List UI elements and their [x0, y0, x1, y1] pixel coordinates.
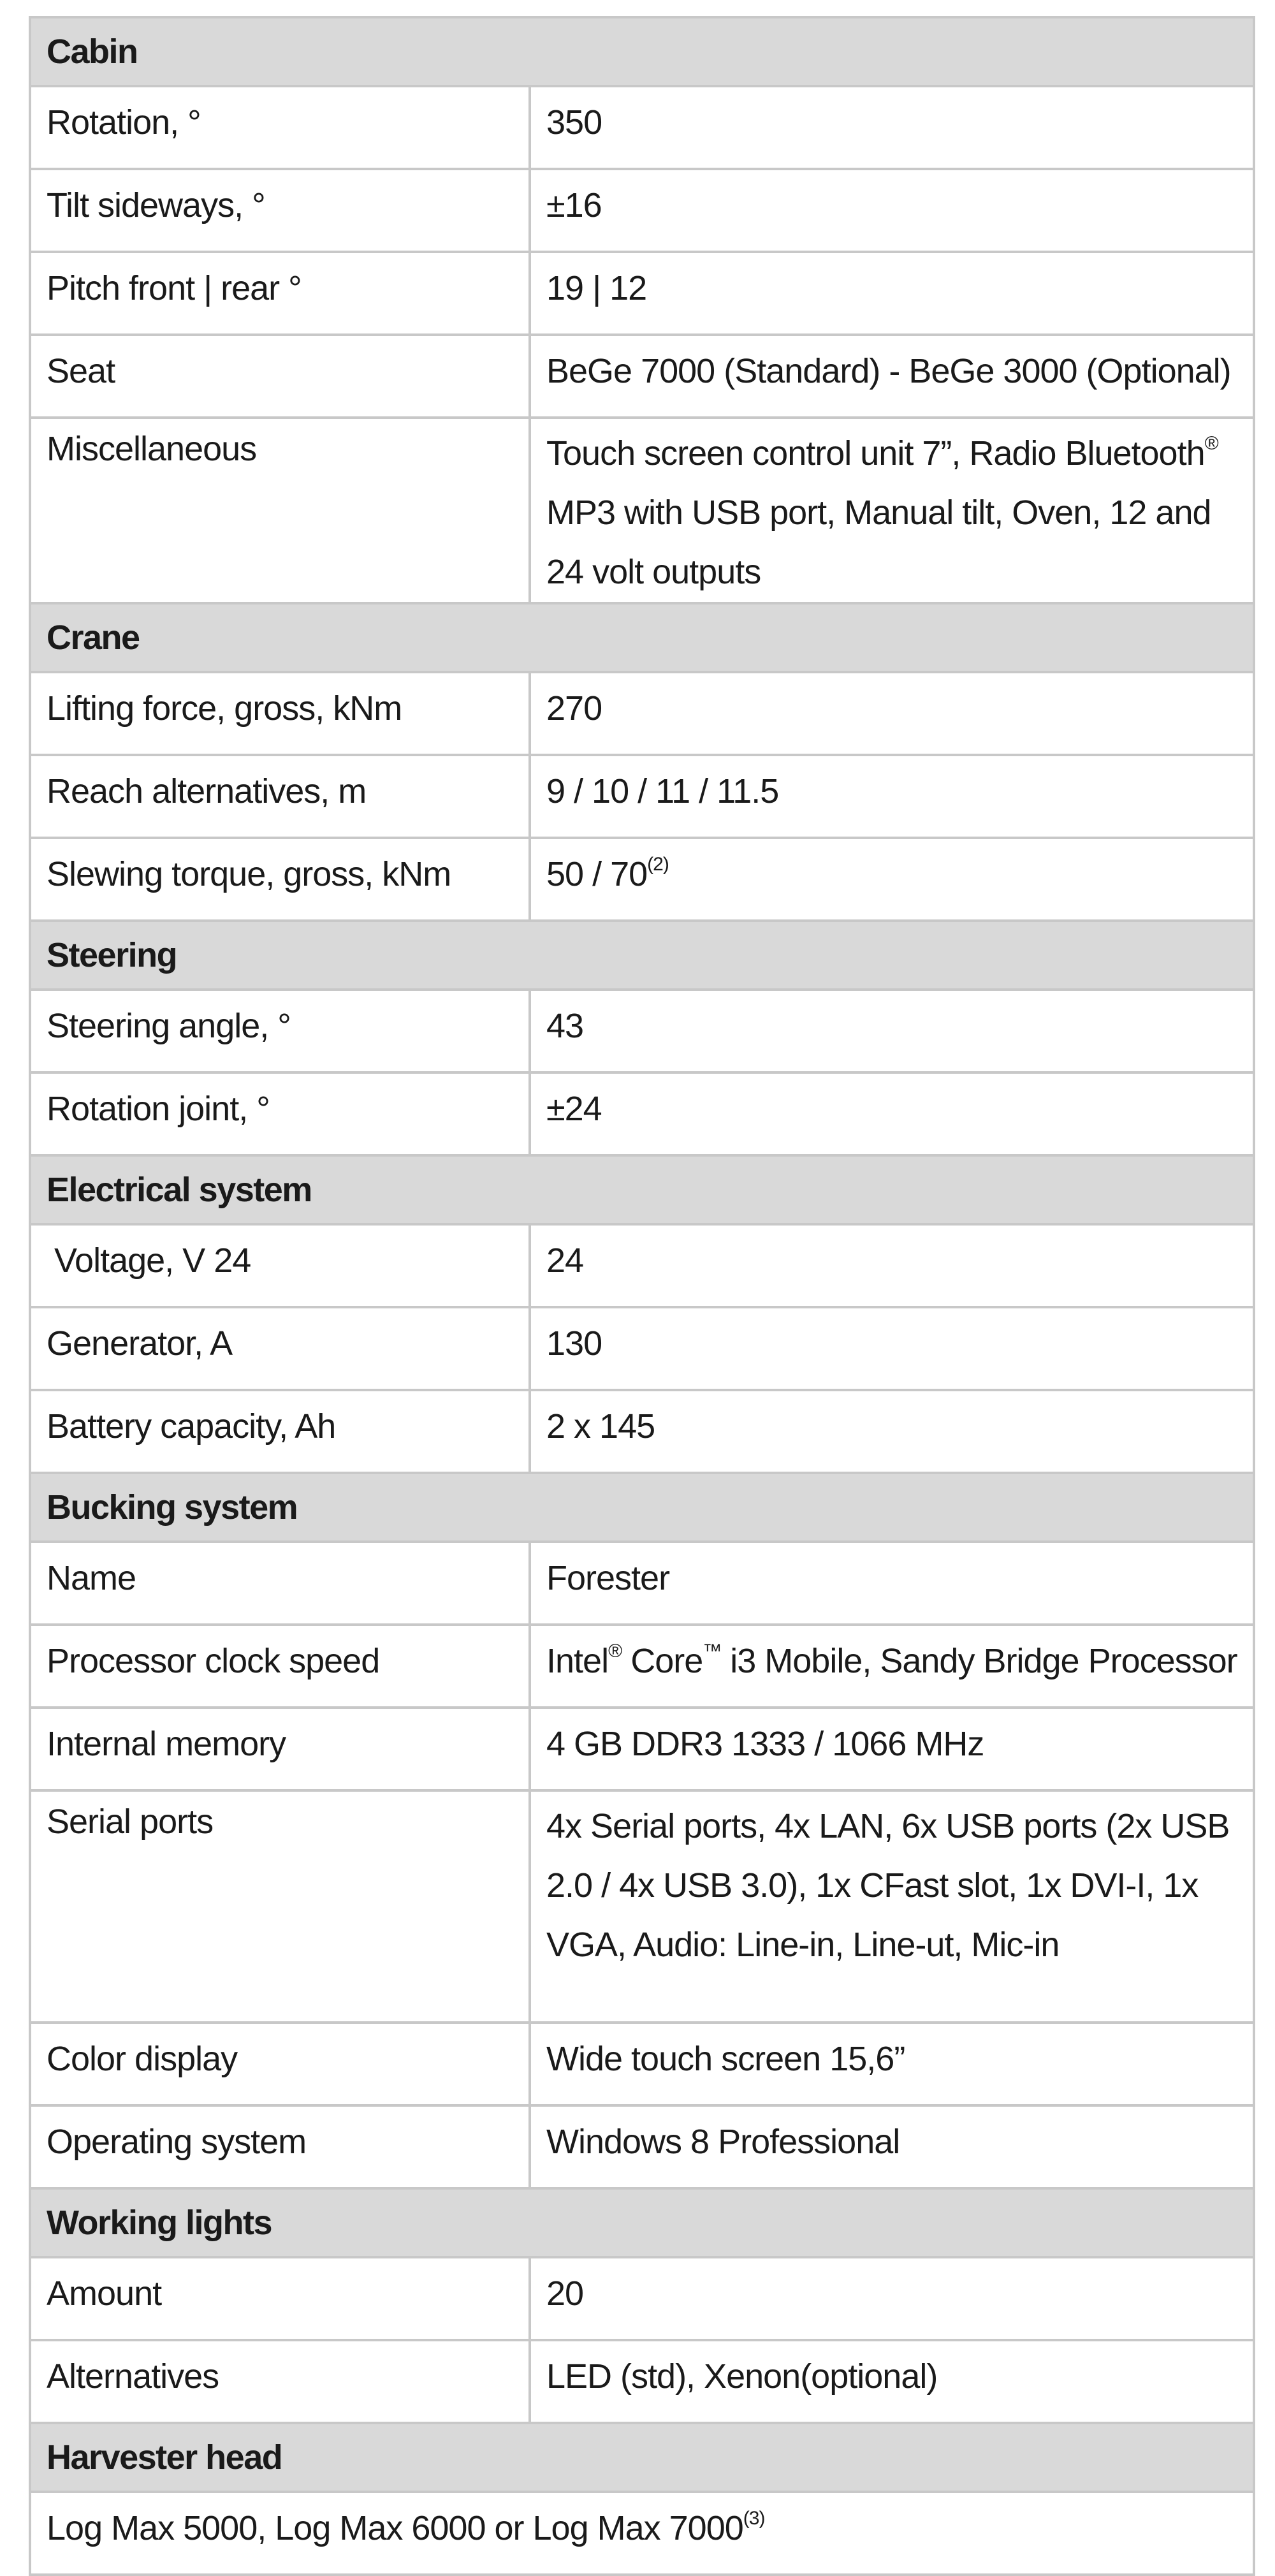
table-row — [30, 1307, 1254, 1390]
table-row — [30, 335, 1254, 418]
value-text: MP3 with USB port, Manual tilt, Oven, 12 and 24 volt outputs — [546, 494, 1211, 591]
section-title: Cabin — [30, 17, 1254, 86]
spec-value: 24 — [530, 1224, 1254, 1307]
footnote-ref: (2) — [647, 854, 669, 875]
value-text: i3 Mobile, Sandy Bridge Processor — [721, 1642, 1237, 1680]
value-text: 50 / 70 — [546, 855, 648, 893]
value-text: Core — [622, 1642, 703, 1680]
table-row — [30, 838, 1254, 921]
table-row — [30, 990, 1254, 1072]
table-row — [30, 1708, 1254, 1790]
spec-value: ±16 — [530, 169, 1254, 252]
spec-label: Tilt sideways, ° — [30, 169, 530, 252]
spec-value — [530, 1625, 1254, 1708]
spec-label: Serial ports — [30, 1790, 530, 2023]
section-cabin — [30, 17, 1254, 86]
section-title: Electrical system — [30, 1155, 1254, 1224]
spec-value: Forester — [530, 1542, 1254, 1625]
spec-label: Reach alternatives, m — [30, 755, 530, 838]
section-electrical-system — [30, 1155, 1254, 1224]
table-row — [30, 1072, 1254, 1155]
spec-value: 19 | 12 — [530, 252, 1254, 335]
spec-value: ±24 — [530, 1072, 1254, 1155]
spec-value: 270 — [530, 672, 1254, 755]
section-title: Harvester head — [30, 2423, 1254, 2492]
spec-value: 2 x 145 — [530, 1390, 1254, 1473]
table-row — [30, 2492, 1254, 2575]
registered-mark: ® — [1204, 433, 1218, 454]
table-row — [30, 2105, 1254, 2188]
spec-value — [530, 838, 1254, 921]
table-row — [30, 755, 1254, 838]
table-row — [30, 169, 1254, 252]
spec-sheet — [29, 16, 1253, 2576]
spec-label: Seat — [30, 335, 530, 418]
section-bucking-system — [30, 1473, 1254, 1542]
table-row — [30, 1625, 1254, 1708]
table-row — [30, 252, 1254, 335]
registered-mark: ® — [608, 1641, 622, 1662]
value-text: Log Max 5000, Log Max 6000 or Log Max 7000 — [47, 2509, 743, 2547]
spec-value: 350 — [530, 86, 1254, 169]
spec-label: Rotation joint, ° — [30, 1072, 530, 1155]
table-row — [30, 1390, 1254, 1473]
spec-value: 9 / 10 / 11 / 11.5 — [530, 755, 1254, 838]
table-row — [30, 2257, 1254, 2340]
spec-value: 20 — [530, 2257, 1254, 2340]
section-harvester-head — [30, 2423, 1254, 2492]
table-row — [30, 418, 1254, 603]
section-title: Crane — [30, 603, 1254, 672]
spec-label: Processor clock speed — [30, 1625, 530, 1708]
spec-value: 4 GB DDR3 1333 / 1066 MHz — [530, 1708, 1254, 1790]
section-title: Working lights — [30, 2188, 1254, 2257]
trademark-mark: ™ — [703, 1641, 722, 1662]
section-working-lights — [30, 2188, 1254, 2257]
spec-value: Windows 8 Professional — [530, 2105, 1254, 2188]
value-text: Touch screen control unit 7”, Radio Bluetooth — [546, 434, 1205, 472]
section-title: Bucking system — [30, 1473, 1254, 1542]
spec-label: Alternatives — [30, 2340, 530, 2423]
spec-value: BeGe 7000 (Standard) - BeGe 3000 (Optional) — [530, 335, 1254, 418]
spec-label: Miscellaneous — [30, 418, 530, 603]
footnote-ref: (3) — [743, 2508, 765, 2529]
table-row — [30, 2340, 1254, 2423]
spec-label: Battery capacity, Ah — [30, 1390, 530, 1473]
spec-value — [530, 418, 1254, 603]
spec-value — [30, 2492, 1254, 2575]
table-row — [30, 2023, 1254, 2105]
section-title: Steering — [30, 921, 1254, 990]
spec-label: Slewing torque, gross, kNm — [30, 838, 530, 921]
spec-label: Generator, A — [30, 1307, 530, 1390]
spec-label: Operating system — [30, 2105, 530, 2188]
table-row — [30, 672, 1254, 755]
table-row — [30, 1790, 1254, 2023]
spec-label: Color display — [30, 2023, 530, 2105]
section-steering — [30, 921, 1254, 990]
spec-value: 4x Serial ports, 4x LAN, 6x USB ports (2x USB 2.0 / 4x USB 3.0), 1x CFast slot, 1x DVI-I, 1x VGA, Audio: Line-in, Line-ut, Mic-in — [530, 1790, 1254, 2023]
spec-value: Wide touch screen 15,6” — [530, 2023, 1254, 2105]
spec-label: Name — [30, 1542, 530, 1625]
section-crane — [30, 603, 1254, 672]
spec-label: Lifting force, gross, kNm — [30, 672, 530, 755]
spec-label: Rotation, ° — [30, 86, 530, 169]
spec-value: 130 — [530, 1307, 1254, 1390]
spec-label: Amount — [30, 2257, 530, 2340]
spec-label: Internal memory — [30, 1708, 530, 1790]
table-row — [30, 86, 1254, 169]
spec-label: Steering angle, ° — [30, 990, 530, 1072]
spec-value: LED (std), Xenon(optional) — [530, 2340, 1254, 2423]
value-text: Intel — [546, 1642, 609, 1680]
table-row — [30, 1542, 1254, 1625]
table-row — [30, 1224, 1254, 1307]
spec-table — [29, 16, 1255, 2576]
spec-value: 43 — [530, 990, 1254, 1072]
spec-label: Voltage, V 24 — [30, 1224, 530, 1307]
spec-label: Pitch front | rear ° — [30, 252, 530, 335]
